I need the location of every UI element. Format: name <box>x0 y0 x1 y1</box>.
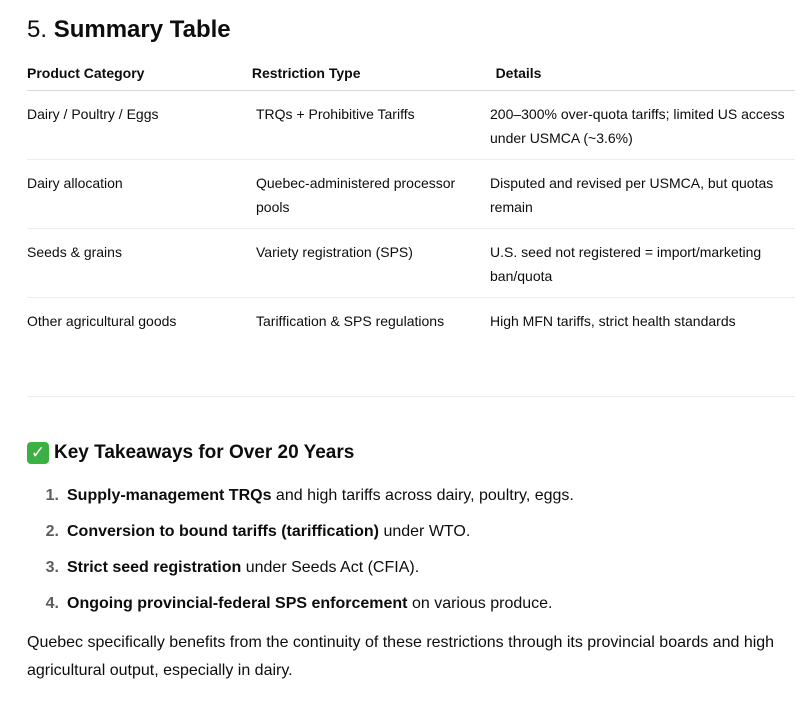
list-item-bold: Strict seed registration <box>67 559 242 576</box>
list-item <box>27 550 795 586</box>
list-item-text <box>67 595 553 613</box>
summary-table <box>27 56 795 342</box>
table-row <box>27 160 795 229</box>
takeaways-heading-text: Key Takeaways for Over 20 Years <box>54 442 355 463</box>
table-cell: Seeds & grains <box>27 244 122 260</box>
section-title: Summary Table <box>53 16 231 43</box>
list-item-rest: on various produce. <box>407 595 553 612</box>
list-item-bold: Supply-management TRQs <box>67 487 272 504</box>
section-number: 5. <box>27 16 48 43</box>
table-cell: Other agricultural goods <box>27 313 177 329</box>
column-header-product-category: Product Category <box>27 65 145 81</box>
list-item-number: 4. <box>45 595 59 612</box>
closing-paragraph: Quebec specifically benefits from the continuity of these restrictions through its provincial boards and high agricultural output, especially in dairy. <box>27 634 775 679</box>
column-header-details: Details <box>495 65 542 81</box>
list-item-number: 3. <box>45 559 59 576</box>
table-cell: Disputed and revised per USMCA, but quotas remain <box>490 175 774 215</box>
table-row <box>27 91 795 160</box>
list-item-text <box>67 523 470 541</box>
table-cell: 200–300% over-quota tariffs; limited US access under USMCA (~3.6%) <box>490 106 785 146</box>
table-cell: Tariffication & SPS regulations <box>256 313 445 329</box>
column-header-restriction-type: Restriction Type <box>251 65 361 81</box>
takeaways-heading <box>27 439 354 467</box>
list-item-bold: Ongoing provincial-federal SPS enforcement <box>67 595 408 612</box>
list-item-bold: Conversion to bound tariffs (tariffication) <box>67 523 379 540</box>
list-item <box>27 514 795 550</box>
list-item <box>27 586 795 622</box>
table-cell: High MFN tariffs, strict health standards <box>490 313 736 329</box>
list-item-rest: and high tariffs across dairy, poultry, eggs. <box>271 487 574 504</box>
table-cell: TRQs + Prohibitive Tariffs <box>256 106 415 122</box>
white-check-mark-icon: ✓ <box>27 442 49 464</box>
section-divider <box>27 396 795 397</box>
table-cell: Dairy allocation <box>27 175 123 191</box>
list-item <box>27 478 795 514</box>
table-cell: Dairy / Poultry / Eggs <box>27 106 159 122</box>
table-cell: Quebec-administered processor pools <box>256 175 456 215</box>
list-item-text <box>67 487 574 505</box>
list-item-text <box>67 559 419 577</box>
table-header-row <box>27 56 795 91</box>
table-row <box>27 298 795 342</box>
list-item-rest: under Seeds Act (CFIA). <box>241 559 420 576</box>
table-cell: Variety registration (SPS) <box>256 244 413 260</box>
table-cell: U.S. seed not registered = import/marketing ban/quota <box>490 244 762 284</box>
table-row <box>27 229 795 298</box>
list-item-rest: under WTO. <box>379 523 471 540</box>
takeaways-list <box>27 478 795 622</box>
list-item-number: 2. <box>45 523 59 540</box>
section-heading <box>27 12 231 48</box>
list-item-number: 1. <box>45 487 59 504</box>
